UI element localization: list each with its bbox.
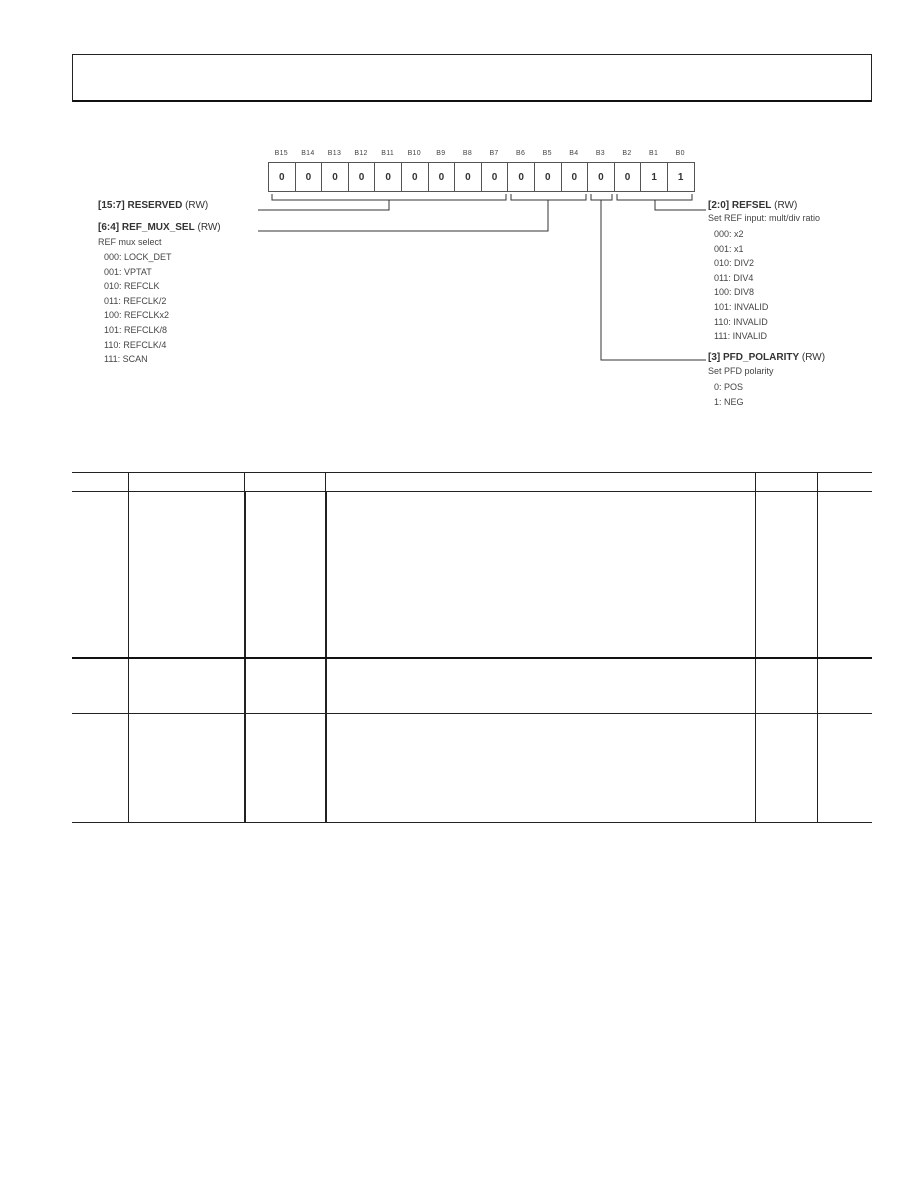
bracket-reserved	[272, 194, 506, 200]
leader-refsel	[655, 200, 706, 210]
table-divider	[817, 659, 818, 713]
field-name: REF_MUX_SEL	[121, 222, 195, 233]
bit-value: 0	[508, 163, 535, 191]
bit-label: B7	[489, 150, 499, 157]
enum-option: 000: LOCK_DET	[104, 252, 172, 262]
table-row	[72, 713, 872, 823]
table-divider	[244, 492, 246, 657]
field-pfd-polarity-title	[708, 352, 825, 363]
bracket-refsel	[617, 194, 692, 200]
pfd-polarity-options	[714, 380, 744, 409]
enum-option: 001: VPTAT	[104, 266, 152, 277]
bit-value: 0	[482, 163, 509, 191]
table-divider	[244, 473, 245, 491]
bit-label: B15	[274, 150, 288, 157]
bit-label: B5	[542, 150, 552, 157]
field-name: RESERVED	[127, 200, 183, 211]
field-range: [3]	[708, 352, 721, 363]
enum-option: 010: DIV2	[714, 258, 755, 269]
bit-value: 0	[322, 163, 349, 191]
field-reserved-title	[98, 200, 208, 211]
field-access: (RW)	[801, 352, 826, 363]
bit-label: B2	[622, 150, 632, 157]
enum-option: 111: SCAN	[104, 354, 148, 365]
field-name: PFD_POLARITY	[723, 352, 800, 363]
bit-value: 0	[562, 163, 589, 191]
table-divider	[128, 492, 129, 657]
bracket-ref-mux-sel	[511, 194, 586, 200]
field-range: [2:0]	[708, 200, 730, 211]
table-row	[72, 657, 872, 713]
enum-option: 0: POS	[714, 382, 744, 392]
enum-option: 000: x2	[714, 229, 744, 239]
bit-label: B6	[516, 150, 526, 157]
enum-option: 011: REFCLK/2	[104, 295, 167, 306]
table-divider	[325, 659, 327, 713]
ref-mux-sel-options	[104, 250, 172, 367]
table-divider	[325, 714, 327, 822]
leader-reserved	[258, 200, 389, 210]
enum-option: 101: REFCLK/8	[104, 324, 168, 335]
enum-option: 101: INVALID	[714, 301, 769, 312]
table-divider	[128, 659, 129, 713]
bit-value: 0	[615, 163, 642, 191]
field-refsel-desc: Set REF input: mult/div ratio	[708, 213, 821, 223]
bit-label: B14	[301, 150, 315, 157]
leader-pfd-polarity	[601, 200, 706, 360]
bit-value: 0	[349, 163, 376, 191]
bit-label: B4	[569, 150, 579, 157]
bit-label: B13	[327, 150, 342, 157]
table-divider	[325, 492, 327, 657]
enum-option: 011: DIV4	[714, 272, 754, 283]
enum-option: 100: REFCLKx2	[104, 310, 170, 321]
table-divider	[817, 714, 818, 822]
bit-value: 1	[641, 163, 668, 191]
field-name: REFSEL	[731, 200, 772, 211]
field-access: (RW)	[774, 200, 798, 211]
enum-option: 1: NEG	[714, 396, 744, 407]
table-divider	[128, 473, 129, 491]
table-divider	[755, 659, 756, 713]
bit-value: 0	[375, 163, 402, 191]
bit-value: 0	[402, 163, 429, 191]
enum-option: 001: x1	[714, 243, 744, 254]
enum-option: 100: DIV8	[714, 287, 755, 298]
bit-label: B11	[381, 150, 395, 157]
bit-value: 0	[429, 163, 456, 191]
table-divider	[755, 492, 756, 657]
table-divider	[755, 714, 756, 822]
field-range: [15:7]	[98, 200, 125, 211]
table-divider	[244, 714, 246, 822]
table-divider	[244, 659, 246, 713]
bit-value: 0	[535, 163, 562, 191]
field-ref-mux-sel-desc: REF mux select	[98, 237, 162, 247]
bit-value: 0	[588, 163, 615, 191]
field-access: (RW)	[185, 200, 209, 211]
bit-value: 0	[269, 163, 296, 191]
field-refsel-title	[708, 200, 797, 211]
bit-label: B0	[675, 150, 685, 157]
leader-ref-mux-sel	[258, 200, 548, 231]
enum-option: 110: REFCLK/4	[104, 339, 167, 350]
enum-option: 110: INVALID	[714, 316, 768, 327]
register-table	[72, 472, 872, 823]
table-divider	[325, 473, 326, 491]
table-divider	[755, 473, 756, 491]
field-access: (RW)	[197, 222, 221, 233]
bit-label: B1	[649, 150, 659, 157]
table-row	[72, 491, 872, 657]
register-diagram	[0, 0, 918, 460]
bit-label: B10	[407, 150, 421, 157]
bit-label: B3	[595, 150, 605, 157]
field-range: [6:4]	[98, 222, 120, 233]
refsel-options	[714, 227, 768, 344]
field-ref-mux-sel-title	[98, 222, 221, 233]
bit-label: B12	[354, 150, 368, 157]
bit-label: B8	[462, 150, 473, 157]
table-divider	[817, 492, 818, 657]
table-divider	[128, 714, 129, 822]
table-divider	[817, 473, 818, 491]
enum-option: 010: REFCLK	[104, 281, 160, 292]
enum-option: 111: INVALID	[714, 331, 768, 342]
bit-value: 0	[296, 163, 323, 191]
bracket-pfd-polarity	[591, 194, 612, 200]
field-pfd-polarity-desc: Set PFD polarity	[708, 366, 774, 376]
bit-value: 1	[668, 163, 695, 191]
table-header-row	[72, 472, 872, 491]
bit-value: 0	[455, 163, 482, 191]
bit-label: B9	[436, 150, 446, 157]
